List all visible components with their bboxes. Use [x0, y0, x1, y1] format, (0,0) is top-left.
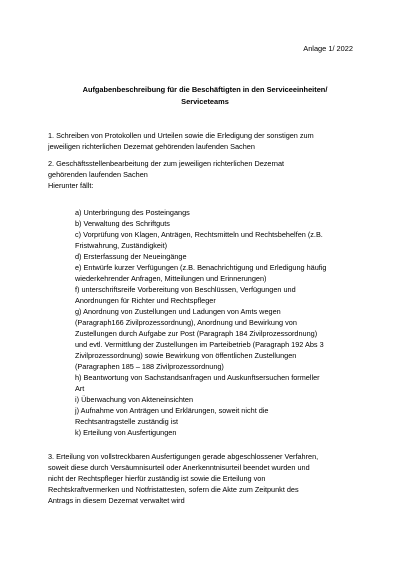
list-item: h) Beantwortung von Sachstandsanfragen und Auskunftsersuchen formeller	[75, 373, 320, 382]
list-item: f) unterschriftsreife Vorbereitung von Beschlüssen, Verfügungen und	[75, 285, 296, 294]
list-item: c) Vorprüfung von Klagen, Anträgen, Rechtsmitteln und Rechtsbehelfen (z.B.	[75, 230, 323, 239]
section-3-line: Antrags in diesem Dezernat verwaltet wird	[48, 496, 185, 505]
list-item: wiederkehrender Anfragen, Mitteilungen und Erinnerungen)	[75, 274, 267, 283]
section-3-line: Rechtskraftvermerken und Notfristattesten, sofern die Akte zum Zeitpunkt des	[48, 485, 299, 494]
list-item: a) Unterbringung des Posteingangs	[75, 208, 190, 217]
section-3-line: soweit diese durch Versäumnisurteil oder Anerkenntnisurteil beendet wurden und	[48, 463, 310, 472]
list-item: (Paragraphen 185 – 188 Zivilprozessordnung)	[75, 362, 224, 371]
section-2-line: 2. Geschäftsstellenbearbeitung der zum jeweiligen richterlichen Dezernat	[48, 159, 285, 168]
section-3-line: 3. Erteilung von vollstreckbaren Ausfertigungen gerade abgeschlossener Verfahren,	[48, 452, 319, 461]
list-item: Fristwahrung, Zuständigkeit)	[75, 241, 168, 250]
list-item: g) Anordnung von Zustellungen und Ladungen von Amts wegen	[75, 307, 281, 316]
section-3-line: nicht der Rechtspfleger hierfür zuständig ist sowie die Erteilung von	[48, 474, 266, 483]
annex-label: Anlage 1/ 2022	[303, 44, 353, 53]
list-item: Zivilprozessordnung) sowie Bewirkung von öffentlichen Zustellungen	[75, 351, 297, 360]
section-2-line: Hierunter fällt:	[48, 181, 94, 190]
list-item: d) Ersterfassung der Neueingänge	[75, 252, 187, 261]
list-item: und evtl. Vermittlung der Zustellungen im Parteibetrieb (Paragraph 192 Abs 3	[75, 340, 324, 349]
title-line: Aufgabenbeschreibung für die Beschäftigten in den Serviceeinheiten/	[82, 85, 328, 94]
list-item: e) Entwürfe kurzer Verfügungen (z.B. Benachrichtigung und Erledigung häufig	[75, 263, 327, 272]
list-item: (Paragraph166 Zivilprozessordnung), Anordnung und Bewirkung von	[75, 318, 297, 327]
list-item: Rechtsantragstelle zuständig ist	[75, 417, 179, 426]
section-1-line: jeweiligen richterlichen Dezernat gehörenden laufenden Sachen	[48, 142, 255, 151]
section-1-line: 1. Schreiben von Protokollen und Urteilen sowie die Erledigung der sonstigen zum	[48, 131, 314, 140]
list-item: Anordnungen für Richter und Rechtspfleger	[75, 296, 216, 305]
list-item: b) Verwaltung des Schriftguts	[75, 219, 170, 228]
document-title	[40, 84, 370, 108]
title-line: Serviceteams	[181, 97, 229, 106]
list-item: k) Erteilung von Ausfertigungen	[75, 428, 177, 437]
section-2-line: gehörenden laufenden Sachen	[48, 170, 148, 179]
list-item: i) Überwachung von Akteneinsichten	[75, 395, 194, 404]
list-item: Art	[75, 384, 85, 393]
list-item: j) Aufnahme von Anträgen und Erklärungen, soweit nicht die	[75, 406, 269, 415]
list-item: Zustellungen durch Aufgabe zur Post (Paragraph 184 Zivilprozessordnung)	[75, 329, 318, 338]
